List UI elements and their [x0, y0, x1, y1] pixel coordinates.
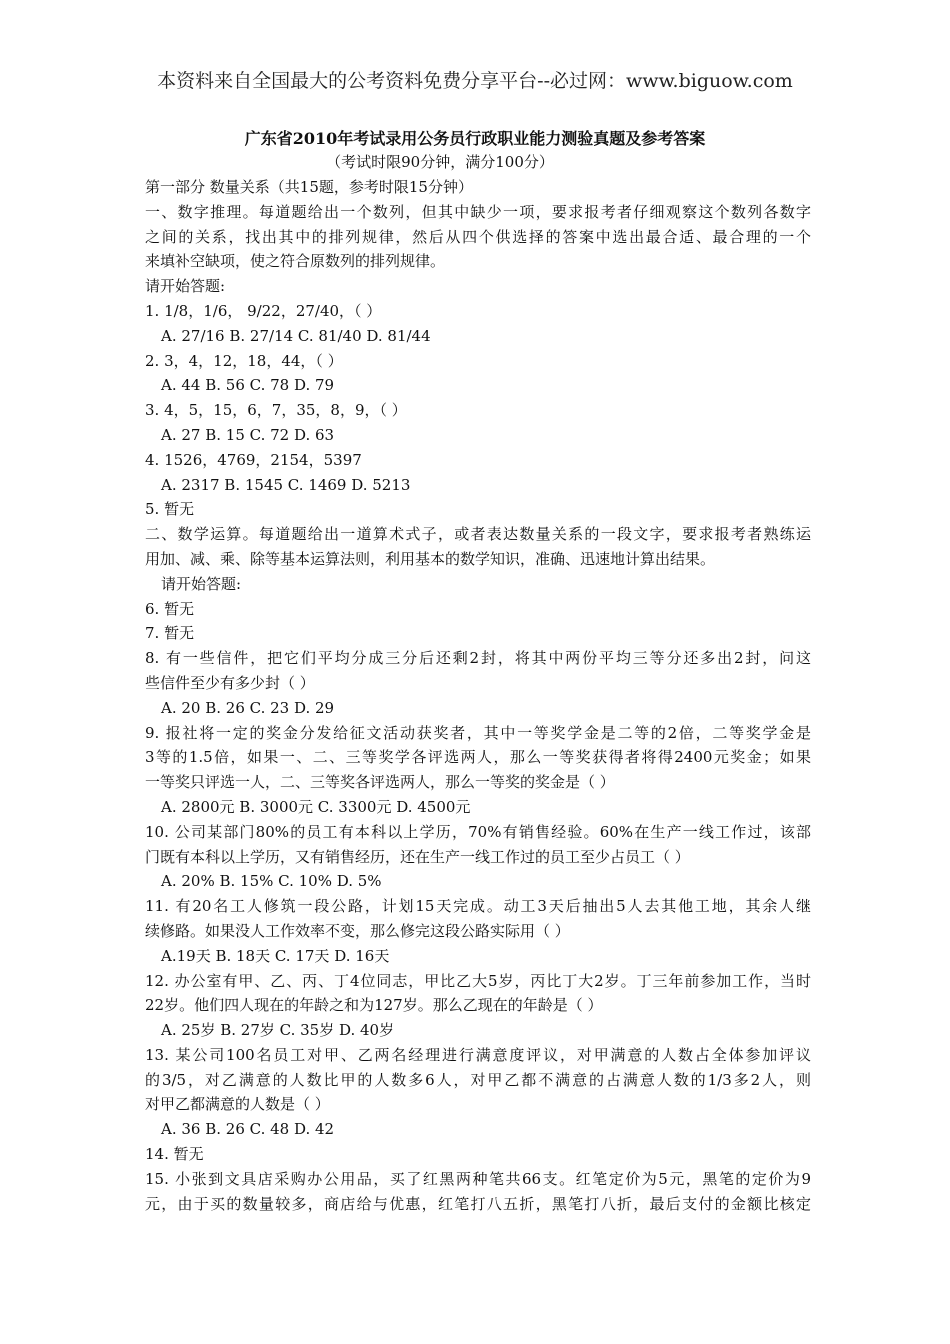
text-line: 之间的关系，找出其中的排列规律，然后从四个供选择的答案中选出最合适、最合理的一个 [145, 227, 811, 246]
text-line: 22岁。他们四人现在的年龄之和为127岁。那么乙现在的年龄是（ ） [145, 996, 603, 1015]
text-line: 10. 公司某部门80%的员工有本科以上学历，70%有销售经验。60%在生产一线工作过，该部 [145, 822, 811, 841]
text-line: 续修路。如果没人工作效率不变，那么修完这段公路实际用（ ） [145, 921, 570, 940]
text-line: A. 36 B. 26 C. 48 D. 42 [161, 1120, 335, 1139]
text-line: 13. 某公司100名员工对甲、乙两名经理进行满意度评议，对甲满意的人数占全体参加评议 [145, 1045, 811, 1064]
text-line: 7. 暂无 [145, 624, 195, 643]
text-line: 8. 有一些信件，把它们平均分成三分后还剩2封，将其中两份平均三等分还多出2封，问这 [145, 649, 811, 668]
text-line: 1. 1/8，1/6， 9/22，27/40，（ ） [145, 301, 382, 320]
text-line: 15. 小张到文具店采购办公用品，买了红黑两种笔共66支。红笔定价为5元，黑笔的定价为9 [145, 1169, 811, 1188]
text-line: A. 44 B. 56 C. 78 D. 79 [161, 376, 335, 395]
text-line: 门既有本科以上学历，又有销售经历，还在生产一线工作过的员工至少占员工（ ） [145, 847, 690, 866]
text-line: 2. 3，4，12，18，44，（ ） [145, 351, 343, 370]
document-body [145, 175, 811, 1216]
text-line: A. 20% B. 15% C. 10% D. 5% [161, 872, 382, 891]
document-title: 广东省2010年考试录用公务员行政职业能力测验真题及参考答案 [244, 129, 706, 148]
text-line: 二、数学运算。每道题给出一道算术式子，或者表达数量关系的一段文字，要求报考者熟练运 [145, 525, 811, 544]
text-line: 第一部分 数量关系（共15题，参考时限15分钟） [145, 178, 473, 196]
text-line: 一等奖只评选一人，二、三等奖各评选两人，那么一等奖的奖金是（ ） [145, 773, 615, 792]
text-line: 些信件至少有多少封（ ） [145, 673, 315, 692]
text-line: 12. 办公室有甲、乙、丙、丁4位同志，甲比乙大5岁，丙比丁大2岁。丁三年前参加工作，当时 [145, 971, 811, 990]
document-subtitle: （考试时限90分钟，满分100分） [326, 153, 554, 171]
text-line: 元，由于买的数量较多，商店给与优惠，红笔打八五折，黑笔打八折，最后支付的金额比核定 [145, 1194, 811, 1213]
text-line: 14. 暂无 [145, 1145, 204, 1164]
text-line: A. 25岁 B. 27岁 C. 35岁 D. 40岁 [161, 1021, 395, 1040]
text-line: 请开始答题: [145, 277, 226, 296]
text-line: 9. 报社将一定的奖金分发给征文活动获奖者，其中一等奖学金是二等的2倍，二等奖学金是 [145, 723, 811, 742]
text-line: 3等的1.5倍，如果一、二、三等奖学各评选两人，那么一等奖获得者将得2400元奖金；如果 [145, 748, 811, 767]
text-line: 对甲乙都满意的人数是（ ） [145, 1095, 330, 1114]
text-line: A. 20 B. 26 C. 23 D. 29 [161, 698, 335, 717]
text-line: 请开始答题: [161, 574, 242, 593]
text-line: 的3/5，对乙满意的人数比甲的人数多6人，对甲乙都不满意的占满意人数的1/3多2人，则 [145, 1070, 811, 1089]
text-line: 一、数字推理。每道题给出一个数列，但其中缺少一项，要求报考者仔细观察这个数列各数字 [145, 202, 811, 221]
text-line: 11. 有20名工人修筑一段公路，计划15天完成。动工3天后抽出5人去其他工地，其余人继 [145, 897, 811, 916]
text-line: 3. 4，5，15，6，7，35，8，9，（ ） [145, 401, 407, 420]
text-line: A. 27/16 B. 27/14 C. 81/40 D. 81/44 [161, 326, 431, 345]
text-line: A. 27 B. 15 C. 72 D. 63 [161, 425, 335, 444]
text-line: 5. 暂无 [145, 500, 195, 519]
text-line: 6. 暂无 [145, 599, 195, 618]
text-line: A.19天 B. 18天 C. 17天 D. 16天 [161, 946, 390, 965]
page-header: 本资料来自全国最大的公考资料免费分享平台--必过网：www.biguow.com [157, 70, 793, 92]
text-line: 用加、减、乘、除等基本运算法则，利用基本的数学知识，准确、迅速地计算出结果。 [145, 549, 716, 568]
text-line: A. 2317 B. 1545 C. 1469 D. 5213 [161, 475, 411, 494]
text-line: 4. 1526，4769，2154，5397 [145, 450, 362, 469]
text-line: 来填补空缺项，使之符合原数列的排列规律。 [145, 252, 446, 271]
text-line: A. 2800元 B. 3000元 C. 3300元 D. 4500元 [161, 797, 471, 816]
